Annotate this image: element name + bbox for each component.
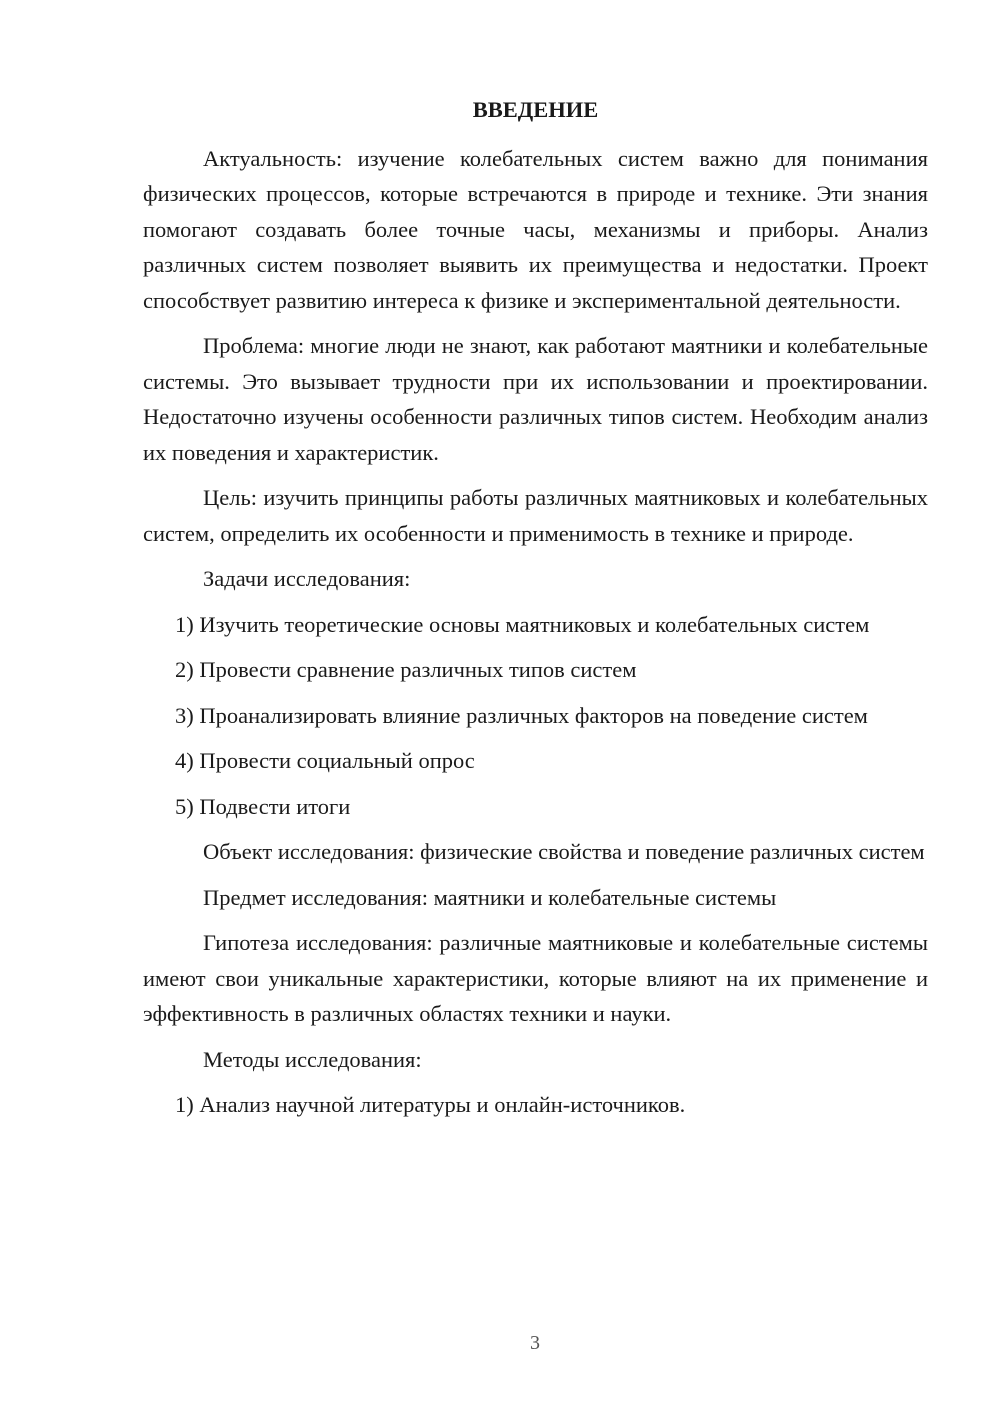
paragraph-problem: Проблема: многие люди не знают, как работают маятники и колебательные системы. Это вызывает трудности при их использовании и проектировании. Недостаточно изучены особенности различных типов систем. Необходим анализ их поведения и характеристик. [143, 333, 928, 465]
paragraph-object: Объект исследования: физические свойства и поведение различных систем [203, 839, 925, 864]
section-title: ВВЕДЕНИЕ [472, 97, 599, 122]
paragraph-relevance: Актуальность: изучение колебательных систем важно для понимания физических процессов, которые встречаются в природе и технике. Эти знания помогают создавать более точные часы, механизмы и приборы. Анализ различных систем позволяет выявить их преимущества и недостатки. Проект способствует развитию интереса к физике и экспериментальной деятельности. [143, 145, 928, 313]
page-number: 3 [530, 1332, 540, 1354]
paragraph-subject: Предмет исследования: маятники и колебательные системы [203, 884, 777, 910]
task-item-2: 2) Провести сравнение различных типов систем [175, 657, 637, 682]
tasks-heading: Задачи исследования: [203, 566, 411, 591]
paragraph-goal: Цель: изучить принципы работы различных маятниковых и колебательных систем, определить их особенности и применимость в технике и природе. [143, 485, 928, 546]
task-item-3: 3) Проанализировать влияние различных факторов на поведение систем [175, 702, 868, 728]
task-item-5: 5) Подвести итоги [175, 793, 351, 819]
method-item-1: 1) Анализ научной литературы и онлайн-источников. [175, 1092, 686, 1117]
methods-heading: Методы исследования: [203, 1046, 422, 1072]
task-item-4: 4) Провести социальный опрос [175, 748, 475, 773]
document-body [143, 92, 928, 1133]
paragraph-hypothesis: Гипотеза исследования: различные маятниковые и колебательные системы имеют свои уникальные характеристики, которые влияют на их применение и эффективность в различных областях техники и науки. [143, 930, 928, 1026]
task-item-1: 1) Изучить теоретические основы маятниковых и колебательных систем [175, 611, 870, 637]
